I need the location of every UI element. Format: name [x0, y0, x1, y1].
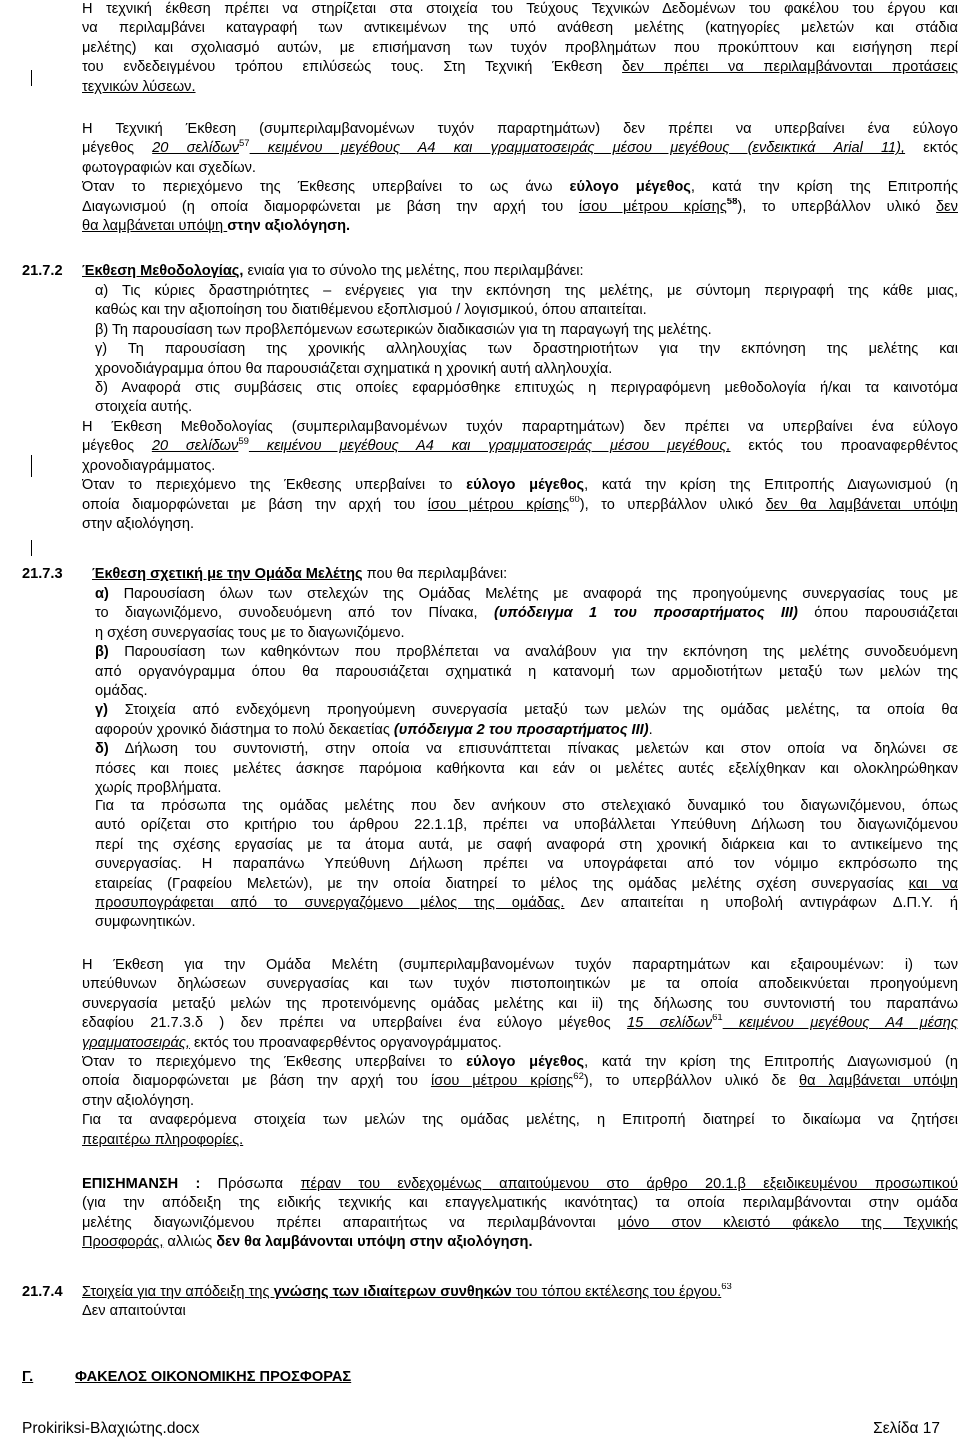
methodology-items: α) Τις κύριες δραστηριότητες – ενέργειες για την εκπόνηση της μελέτης, με σύντομη περιγραφή της κάθε μιας, καθώς και την αξιοποίηση του διατιθέμενου εξοπλισμού / λογισμικού, όπου απαιτείται. β) Τη παρουσίαση των προβλεπόμενων εσωτερικών διαδικασιών για τη παραγωγή της μελέτης. γ) Τη παρουσίαση της χρονικής αλληλουχίας των δραστηριοτήτων για την εκπόνηση της μελέτης και χρονοδιάγραμμα όπου θα παρουσιάζεται σχηματικά η χρονική αυτή αλληλουχία. δ) Αναφορά στις συμβάσεις στις οποίες εφαρμόσθηκε επιτυχώς η περιγραφόμενη μεθοδολογία ή/και τα καινοτόμα στοιχεία αυτής.: [95, 283, 958, 416]
technical-report-intro: Η τεχνική έκθεση πρέπει να στηρίζεται στα στοιχεία του Τεύχους Τεχνικών Δεδομένων του φακέλου του έργου και να περιλαμβάνει καταγραφή των αντικειμένων της υπό ανάθεση μελέτης (κατηγορίες μελετών και στάδια μελέτης) και σχολιασμό αυτών, με επισήμανση των τυχόν προβλημάτων που προκύπτουν και εισήγηση περί του ενδεδειγμένου τρόπου επιλύσεώς τους. Στη Τεχνική Έκθεση δεν πρέπει να περιλαμβάνονται προτάσεις τεχνικών λύσεων.: [82, 1, 958, 95]
note-paragraph: ΕΠΙΣΗΜΑΝΣΗ : Πρόσωπα πέραν του ενδεχομένως απαιτούμενου στο άρθρο 20.1.β εξειδικευμένου προσωπικού (για την απόδειξη της ειδικής τεχνικής και επαγγελματικής ικανότητας) τα οποία περιλαμβάνονται στην ομάδα μελέτης διαγωνιζόμενου πρέπει απαραιτήτως να περιλαμβάνονται μόνο στον κλειστό φάκελο της Τεχνικής Προσφοράς, αλλιώς δεν θα λαμβάνονται υπόψη στην αξιολόγηση.: [82, 1176, 958, 1251]
team-report-size-limit: Η Έκθεση για την Ομάδα Μελέτη (συμπεριλαμβανομένων τυχόν παραρτημάτων και εξαιρουμένων: i) των υπεύθυνων δηλώσεων συνεργασίας και των τυχόν πιστοποιητικών με τα οποία αποδεικνύεται προηγούμενη συνεργασία μεταξύ μελών της προτεινόμενης ομάδας μελέτης και ii) της δήλωσης του συντονιστή του παραπάνω εδαφίου 21.7.3.δ ) δεν πρέπει να υπερβαίνει ένα εύλογο μέγεθος 15 σελίδων$^{61}$ κειμένου μεγέθους Α4 μέσης γραμματοσειράς, εκτός του προαναφερθέντος οργανογράμματος. Όταν το περιεχόμενο της Έκθεσης υπερβαίνει το εύλογο μέγεθος, κατά την κρίση της Επιτροπής Διαγωνισμού (η οποία διαμορφώνεται με βάση την αρχή του ίσου μέτρου κρίσης$^{62}$), το υπερβάλλον υλικό δε θα λαμβάνεται υπόψη στην αξιολόγηση. Για τα αναφερόμενα στοιχεία των μελών της ομάδας μελέτης, η Επιτροπή διατηρεί το δικαίωμα να ζητήσει περαιτέρω πληροφορίες.: [82, 957, 958, 1148]
technical-report-size-limit: Η Τεχνική Έκθεση (συμπεριλαμβανομένων τυχόν παραρτημάτων) δεν πρέπει να υπερβαίνει ένα εύλογο μέγεθος 20 σελίδων$^{57}$ κειμένου μεγέθους Α4 και γραμματοσειράς μέσου μεγέθους (ενδεικτικά Arial 11), εκτός φωτογραφιών και σχεδίων. Όταν το περιεχόμενο της Έκθεσης υπερβαίνει το ως άνω εύλογο μέγεθος, κατά την κρίση της Επιτροπής Διαγωνισμού (η οποία διαμορφώνεται με βάση την αρχή του ίσου μέτρου κρίσης$^{58}$), το υπερβάλλον υλικό δεν θα λαμβάνεται υπόψη στην αξιολόγηση.: [82, 121, 958, 235]
section-letter: Γ.: [22, 1369, 34, 1385]
section-heading: Έκθεση Μεθοδολογίας, ενιαία για το σύνολο της μελέτης, που περιλαμβάνει:: [82, 263, 584, 279]
team-report-items: α) Παρουσίαση όλων των στελεχών της Ομάδας Μελέτης με αναφορά της προηγούμενης συνεργασίας τους με το διαγωνιζόμενο, συνοδευόμενη από τον Πίνακα, (υπόδειγμα 1 του προσαρτήματος ΙΙΙ) όπου παρουσιάζεται η σχέση συνεργασίας τους με το διαγωνιζόμενο. β) Παρουσίαση των καθηκόντων που προβλέπεται να αναλάβουν για την εκπόνηση της μελέτης συνοδευόμενη από οργανόγραμμα όπου θα παρουσιάζεται σχηματικά η κατανομή των αρμοδιοτήτων μεταξύ των μελών της ομάδας. γ) Στοιχεία από ενδεχόμενη προηγούμενη συνεργασία μεταξύ των μελών της ομάδας μελέτης, τα οποία θα αφορούν χρονικό διάστημα το πολύ δεκαετίας (υπόδειγμα 2 του προσαρτήματος ΙΙΙ). δ) Δήλωση του συντονιστή, στην οποία να επισυνάπτεται πίνακας μελετών και στον οποία να δηλώνει σε πόσες και ποιες μελέτες άσκησε παρόμοια καθήκοντα και εάν οι μελέτες αυτές εξελίχθηκαν και ολοκληρώθηκαν χωρίς προβλήματα.: [95, 586, 958, 797]
methodology-size-limit: Η Έκθεση Μεθοδολογίας (συμπεριλαμβανομένων τυχόν παραρτημάτων) δεν πρέπει να υπερβαίνει ένα εύλογο μέγεθος 20 σελίδων$^{59}$ κειμένου μεγέθους Α4 και γραμματοσειράς μέσου μεγέθους, εκτός του προαναφερθέντος χρονοδιαγράμματος. Όταν το περιεχόμενο της Έκθεσης υπερβαίνει το εύλογο μέγεθος, κατά την κρίση της Επιτροπής Διαγωνισμού (η οποία διαμορφώνεται με βάση την αρχή του ίσου μέτρου κρίσης$^{60}$), το υπερβάλλον υλικό δεν θα λαμβάνεται υπόψη στην αξιολόγηση.: [82, 419, 958, 533]
section-number: 21.7.4: [22, 1284, 63, 1300]
local-conditions-section: Στοιχεία για την απόδειξη της γνώσης των ιδιαίτερων συνθηκών του τόπου εκτέλεσης του έργου.$^{63}$ Δεν απαιτούνται: [82, 1283, 732, 1320]
section-heading: Έκθεση σχετική με την Ομάδα Μελέτης που θα περιλαμβάνει:: [92, 566, 508, 582]
change-bar: [31, 540, 32, 556]
change-bar: [31, 455, 32, 477]
change-bar: [31, 70, 32, 86]
section-number: 21.7.2: [22, 263, 63, 279]
section-title: ΦΑΚΕΛΟΣ ΟΙΚΟΝΟΜΙΚΗΣ ΠΡΟΣΦΟΡΑΣ: [75, 1369, 352, 1385]
footer-filename: Prokiriksi-Βλαχιώτης.docx: [22, 1420, 200, 1437]
team-declaration-paragraph: Για τα πρόσωπα της ομάδας μελέτης που δεν ανήκουν στο στελεχιακό δυναμικό του διαγωνιζόμενου, όπως αυτό ορίζεται στο κριτήριο του άρθρου 22.1.1β, πρέπει να υποβάλλεται Υπεύθυνη Δήλωση του διαγωνιζόμενου περί της σχέσης εργασίας με τα άτομα αυτά, με σαφή αναφορά στη χρονική διάρκεια και το αντικείμενο της συνεργασίας. Η παραπάνω Υπεύθυνη Δήλωση πρέπει να υπογράφεται από τον νόμιμο εκπρόσωπο της εταιρείας (Γραφείου Μελετών), με την οποία διατηρεί το μέλος της ομάδας μελέτης σχέση συνεργασίας και να προσυπογράφεται από το συνεργαζόμενο μέλος της ομάδας. Δεν απαιτείται η υποβολή αντιγράφων Δ.Π.Υ. ή συμφωνητικών.: [95, 798, 958, 931]
section-number: 21.7.3: [22, 566, 63, 582]
footer-page-number: Σελίδα 17: [873, 1420, 940, 1437]
